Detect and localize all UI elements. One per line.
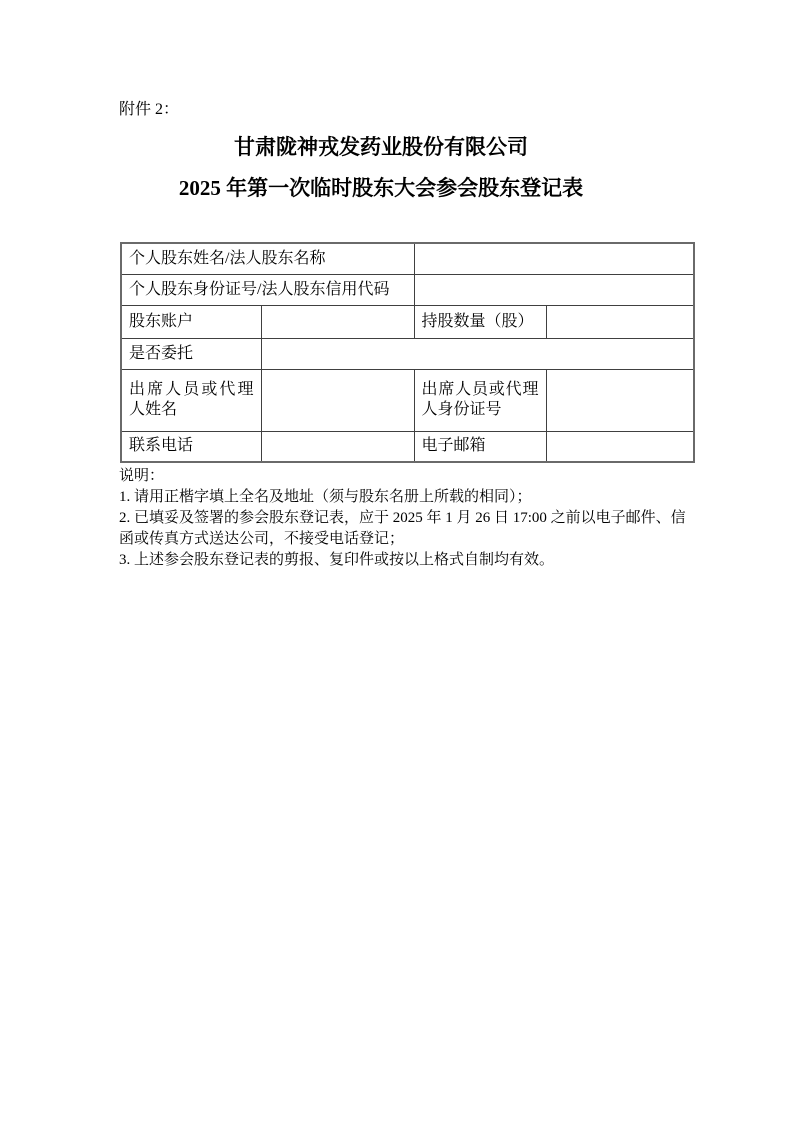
field-label-attendee-name: 出席人员或代理人姓名 bbox=[121, 369, 261, 431]
table-row bbox=[121, 431, 694, 462]
field-label-attendee-id: 出席人员或代理人身份证号 bbox=[414, 369, 546, 431]
field-input-shareholder-id bbox=[414, 274, 694, 305]
notes-section bbox=[119, 466, 699, 571]
field-label-shareholder-account: 股东账户 bbox=[121, 305, 261, 338]
field-input-proxy-status bbox=[261, 338, 694, 369]
field-input-shares-held bbox=[546, 305, 694, 338]
field-input-contact-phone bbox=[261, 431, 414, 462]
attachment-label: 附件 2： bbox=[119, 101, 180, 118]
note-item-1: 1. 请用正楷字填上全名及地址（须与股东名册上所载的相同）； bbox=[119, 489, 532, 505]
field-label-email: 电子邮箱 bbox=[414, 431, 546, 462]
note-item-2: 2. 已填妥及签署的参会股东登记表，应于 2025 年 1 月 26 日 17:00 之前以电子邮件、信函或传真方式送达公司，不接受电话登记； bbox=[119, 510, 686, 547]
document-title: 甘肃陇神戎发药业股份有限公司 bbox=[234, 135, 528, 159]
table-row bbox=[121, 243, 694, 274]
field-label-shareholder-name: 个人股东姓名/法人股东名称 bbox=[121, 243, 414, 274]
field-input-shareholder-name bbox=[414, 243, 694, 274]
field-input-attendee-name bbox=[261, 369, 414, 431]
field-label-proxy-status: 是否委托 bbox=[121, 338, 261, 369]
table-row bbox=[121, 274, 694, 305]
field-input-attendee-id bbox=[546, 369, 694, 431]
field-label-contact-phone: 联系电话 bbox=[121, 431, 261, 462]
notes-heading: 说明： bbox=[119, 468, 165, 484]
field-label-shareholder-id: 个人股东身份证号/法人股东信用代码 bbox=[121, 274, 414, 305]
field-input-shareholder-account bbox=[261, 305, 414, 338]
field-label-shares-held: 持股数量（股） bbox=[414, 305, 546, 338]
shareholder-registration-table bbox=[120, 242, 695, 463]
table-row bbox=[121, 338, 694, 369]
document-subtitle: 2025 年第一次临时股东大会参会股东登记表 bbox=[178, 176, 584, 200]
table-row bbox=[121, 369, 694, 431]
note-item-3: 3. 上述参会股东登记表的剪报、复印件或按以上格式自制均有效。 bbox=[119, 552, 555, 568]
table-row bbox=[121, 305, 694, 338]
field-input-email bbox=[546, 431, 694, 462]
